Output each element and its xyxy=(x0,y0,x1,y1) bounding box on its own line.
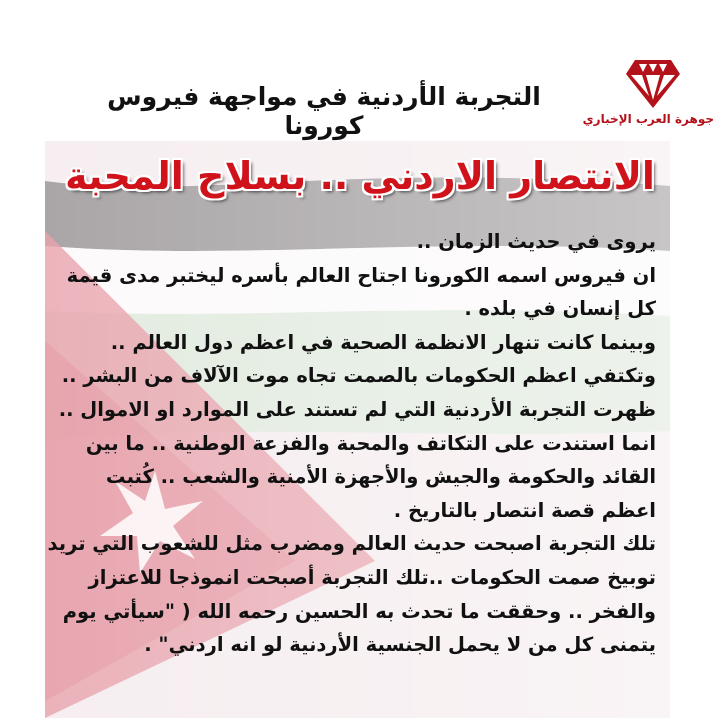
poster-body xyxy=(47,225,656,662)
body-line: وبينما كانت تنهار الانظمة الصحية في اعظم دول العالم .. xyxy=(110,330,656,354)
body-line: والفخر .. وحققت ما تحدث به الحسين رحمه الله ( "سيأتي يوم xyxy=(62,599,656,623)
body-line: كل إنسان في بلده . xyxy=(464,297,656,321)
site-logo[interactable] xyxy=(582,58,714,140)
body-line: يتمنى كل من لا يحمل الجنسية الأردنية لو انه اردني" . xyxy=(144,633,656,657)
body-line: يروى في حديث الزمان .. xyxy=(416,230,656,253)
body-line: ظهرت التجربة الأردنية التي لم تستند على الموارد او الاموال .. xyxy=(58,397,656,421)
body-line: وتكتفي اعظم الحكومات بالصمت تجاه موت الآلاف من البشر .. xyxy=(61,364,656,388)
logo-text: جوهرة العرب الإخباري xyxy=(582,112,714,126)
gem-icon xyxy=(625,58,681,110)
body-line: انما استندت على التكاتف والمحبة والفزعة الوطنية .. ما بين xyxy=(85,431,656,455)
body-line: تلك التجربة اصبحت حديث العالم ومضرب مثل للشعوب التي تريد xyxy=(47,532,656,556)
body-line: ان فيروس اسمه الكورونا اجتاح العالم بأسره ليختبر مدى قيمة xyxy=(66,263,656,287)
body-line: اعظم قصة انتصار بالتاريخ . xyxy=(393,498,656,522)
body-line: توبيخ صمت الحكومات ..تلك التجربة أصبحت انموذجا للاعتزاز xyxy=(88,565,656,589)
body-line: القائد والحكومة والجيش والأجهزة الأمنية والشعب .. كُتبت xyxy=(105,465,656,489)
header-title: التجربة الأردنية في مواجهة فيروس كورونا xyxy=(107,82,541,140)
poster xyxy=(45,141,670,718)
poster-banner: الانتصار الاردني .. بسلاح المحبة xyxy=(65,154,655,198)
